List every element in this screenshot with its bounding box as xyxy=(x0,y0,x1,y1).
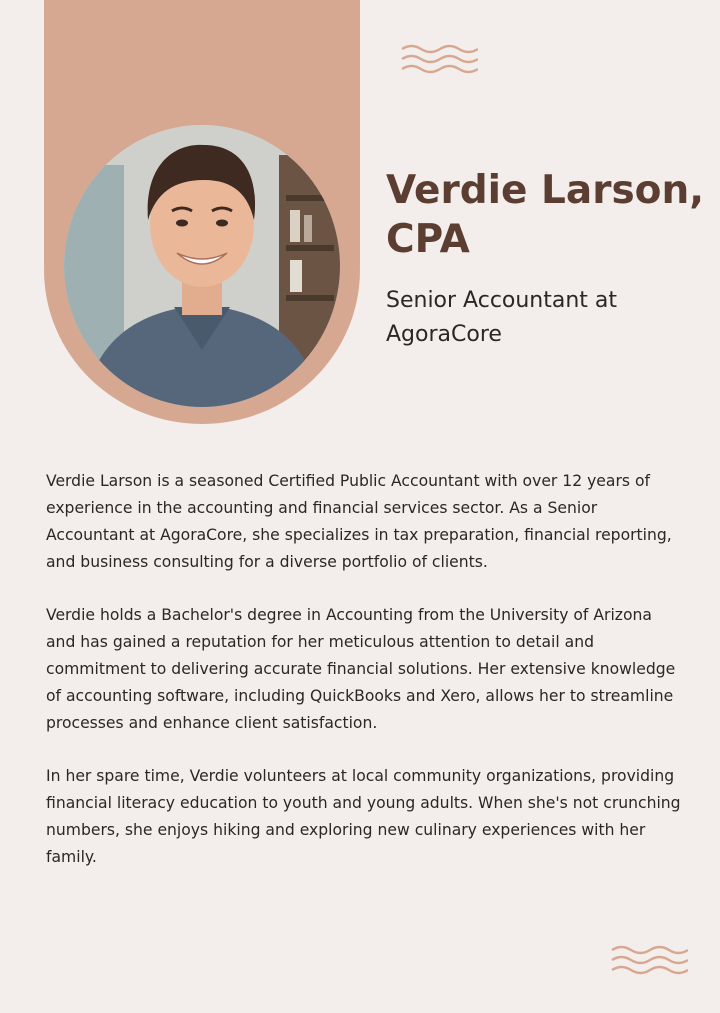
wave-squiggle-icon xyxy=(610,944,688,978)
wave-squiggle-icon xyxy=(400,43,478,77)
bio-paragraph: In her spare time, Verdie volunteers at local community organizations, providing financial literacy education to youth and young adults. When she's not crunching numbers, she enjoys hiking and exploring new culinary experiences with her family. xyxy=(46,767,681,866)
portrait-illustration xyxy=(64,125,340,407)
bio-paragraph: Verdie holds a Bachelor's degree in Accounting from the University of Arizona and has gained a reputation for her meticulous attention to detail and commitment to delivering accurate financial solutions. Her extensive knowledge of accounting software, including QuickBooks and Xero, allows her to streamline processes and enhance client satisfaction. xyxy=(46,606,676,732)
bio-paragraph: Verdie Larson is a seasoned Certified Public Accountant with over 12 years of experience in the accounting and financial services sector. As a Senior Accountant at AgoraCore, she specializes in tax preparation, financial reporting, and business consulting for a diverse portfolio of clients. xyxy=(46,472,672,571)
profile-title: Senior Accountant at AgoraCore xyxy=(386,288,618,347)
profile-name: Verdie Larson, CPA xyxy=(386,168,705,262)
profile-photo xyxy=(64,125,340,407)
bio-section xyxy=(46,468,686,897)
